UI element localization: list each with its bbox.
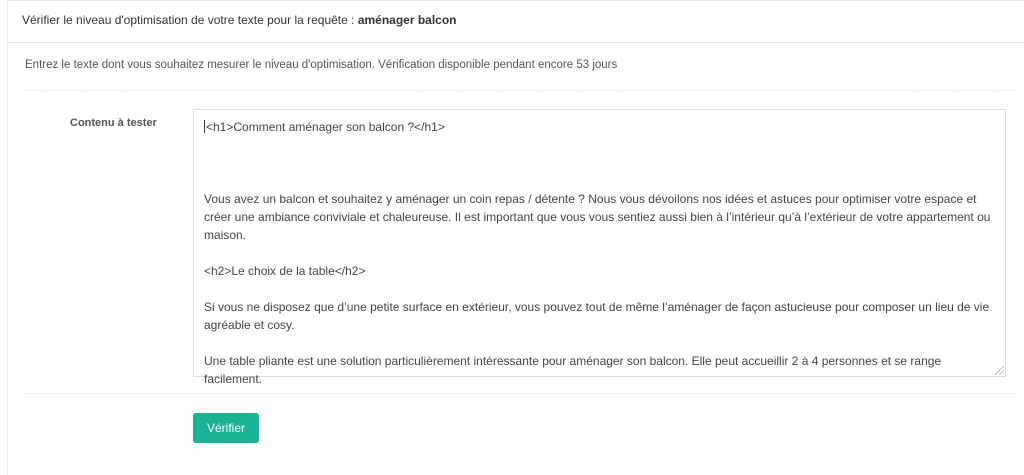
content-line: [204, 244, 996, 262]
content-line: [204, 280, 996, 298]
divider: [25, 90, 1015, 91]
content-textarea[interactable]: [193, 109, 1006, 386]
content-label: Contenu à tester: [70, 117, 157, 129]
intro-text: Entrez le texte dont vous souhaitez mesurer le niveau d'optimisation. Vérification disponible pendant encore 53 jours: [25, 59, 618, 71]
panel-title: Vérifier le niveau d'optimisation de votre texte pour la requête :: [22, 13, 358, 27]
content-line: <h1>Comment aménager son balcon ?</h1>: [206, 120, 445, 134]
content-line: [204, 136, 996, 154]
content-line: [204, 154, 996, 172]
optimization-panel: [7, 0, 1024, 475]
resize-handle[interactable]: [995, 366, 1004, 375]
content-line: <h2>Le choix de la table</h2>: [204, 264, 366, 278]
content-line: [204, 172, 996, 190]
divider: [25, 393, 1015, 394]
content-line: [204, 334, 996, 352]
content-line: Si vous ne disposez que d’une petite surface en extérieur, vous pouvez tout de même l’aménager de façon astucieuse pour composer un lieu de vie agréable et cosy.: [204, 300, 990, 332]
query-term: aménager balcon: [357, 13, 457, 27]
verify-button[interactable]: Vérifier: [193, 413, 259, 443]
content-line: Vous avez un balcon et souhaitez y aménager un coin repas / détente ? Nous vous dévoilons nos idées et astuces pour optimiser votre espace et créer une ambiance conviviale et chaleureuse. Il est important que vous vous sentiez aussi bien à l’intérieur qu’à l’extérieur de votre appartement ou maison.: [204, 192, 991, 242]
panel-header: [8, 0, 1024, 43]
content-text: [204, 118, 996, 388]
content-line: Une table pliante est une solution particulièrement intéressante pour aménager son balcon. Elle peut accueillir 2 à 4 personnes et se range facilement.: [204, 354, 942, 386]
text-caret: [204, 120, 205, 133]
